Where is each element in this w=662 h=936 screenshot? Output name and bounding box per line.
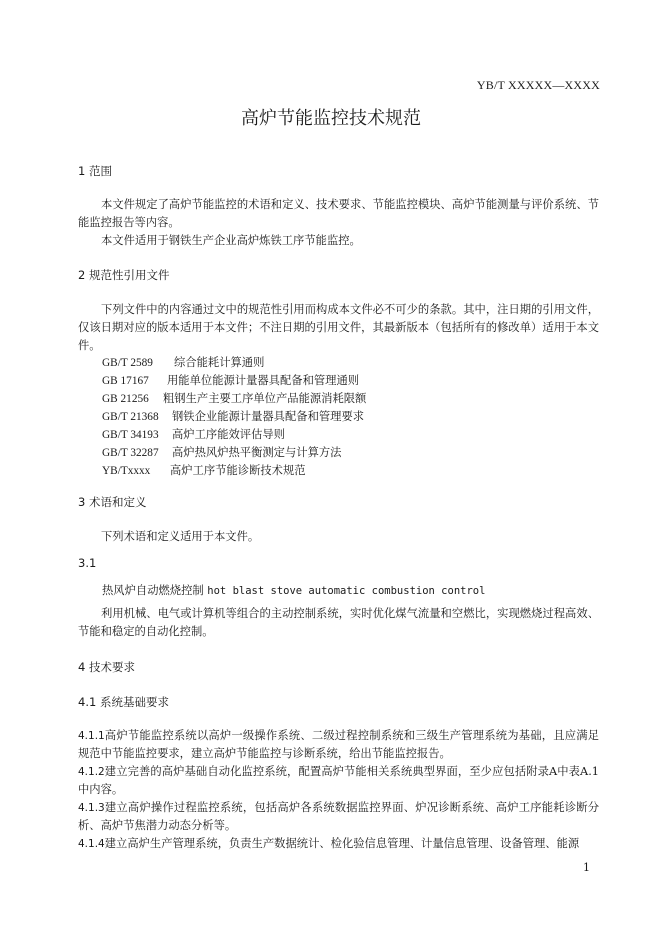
term-entry [102,582,485,598]
reference-code: GB 21256 [102,393,149,405]
term-chinese: 热风炉自动燃烧控制 [102,584,204,597]
clause-number: 4.1.1 [78,730,105,742]
standard-number: YB/T XXXXX—XXXX [476,78,600,92]
reference-title: 钢铁企业能源计量器具配备和管理要求 [172,410,365,423]
reference-code: GB/T 21368 [102,411,159,423]
reference-title: 综合能耗计算通则 [174,356,265,369]
reference-item [102,408,364,426]
reference-code: GB/T 34193 [102,429,159,441]
section-heading-normative-references: 2 规范性引用文件 [78,268,170,282]
reference-code: GB 17167 [102,375,149,387]
section-heading-scope: 1 范围 [78,164,112,178]
reference-title: 用能单位能源计量器具配备和管理通则 [167,374,360,387]
reference-code: GB/T 2589 [102,357,153,369]
clause-text: 建立完善的高炉基础自动化监控系统，配置高炉节能相关系统典型界面，至少应包括附录A中表A.1中内容。 [78,765,599,796]
clause-number: 4.1.2 [78,766,105,778]
term-definition: 利用机械、电气或计算机等组合的主动控制系统，实时优化煤气流量和空燃比，实现燃烧过程高效、节能和稳定的自动化控制。 [78,607,599,638]
reference-item [102,354,264,372]
clause-number: 4.1.4 [78,838,105,850]
reference-item [102,462,306,480]
references-intro: 下列文件中的内容通过文中的规范性引用而构成本文件必不可少的条款。其中，注日期的引用文件，仅该日期对应的版本适用于本文件；不注日期的引用文件，其最新版本（包括所有的修改单）适用于本文件。 [78,303,599,352]
reference-title: 高炉热风炉热平衡测定与计算方法 [172,446,342,459]
clause [78,799,599,835]
page-number: 1 [583,861,590,874]
terms-intro: 下列术语和定义适用于本文件。 [101,530,260,543]
term-number: 3.1 [78,556,97,570]
reference-item [102,426,285,444]
section-heading-technical-requirements: 4 技术要求 [78,660,135,674]
subsection-heading-system-basics: 4.1 系统基础要求 [78,695,169,709]
clause-text: 高炉节能监控系统以高炉一级操作系统、二级过程控制系统和三级生产管理系统为基础，且应满足规范中节能监控要求，建立高炉节能监控与诊断系统，给出节能监控报告。 [78,729,599,760]
scope-paragraph-1: 本文件规定了高炉节能监控的术语和定义、技术要求、节能监控模块、高炉节能测量与评价系统、节能监控报告等内容。 [78,198,599,229]
reference-title: 粗钢生产主要工序单位产品能源消耗限额 [163,392,367,405]
reference-item [102,444,341,462]
clause [78,835,599,853]
term-english: hot blast stove automatic combustion control [207,585,486,597]
clause-text: 建立高炉操作过程监控系统，包括高炉各系统数据监控界面、炉况诊断系统、高炉工序能耗诊断分析、高炉节焦潜力动态分析等。 [78,801,599,832]
reference-title: 高炉工序节能诊断技术规范 [170,464,306,477]
reference-item [102,372,359,390]
section-heading-terms: 3 术语和定义 [78,495,147,509]
document-title: 高炉节能监控技术规范 [241,108,421,129]
reference-item [102,390,366,408]
clause-text: 建立高炉生产管理系统，负责生产数据统计、检化验信息管理、计量信息管理、设备管理、能源 [104,837,580,850]
clause [78,727,599,763]
reference-code: GB/T 32287 [102,447,159,459]
scope-paragraph-2: 本文件适用于钢铁生产企业高炉炼铁工序节能监控。 [101,234,361,247]
clause-number: 4.1.3 [78,802,105,814]
reference-code: YB/Txxxx [102,465,151,477]
clause [78,763,599,799]
reference-title: 高炉工序能效评估导则 [172,428,285,441]
